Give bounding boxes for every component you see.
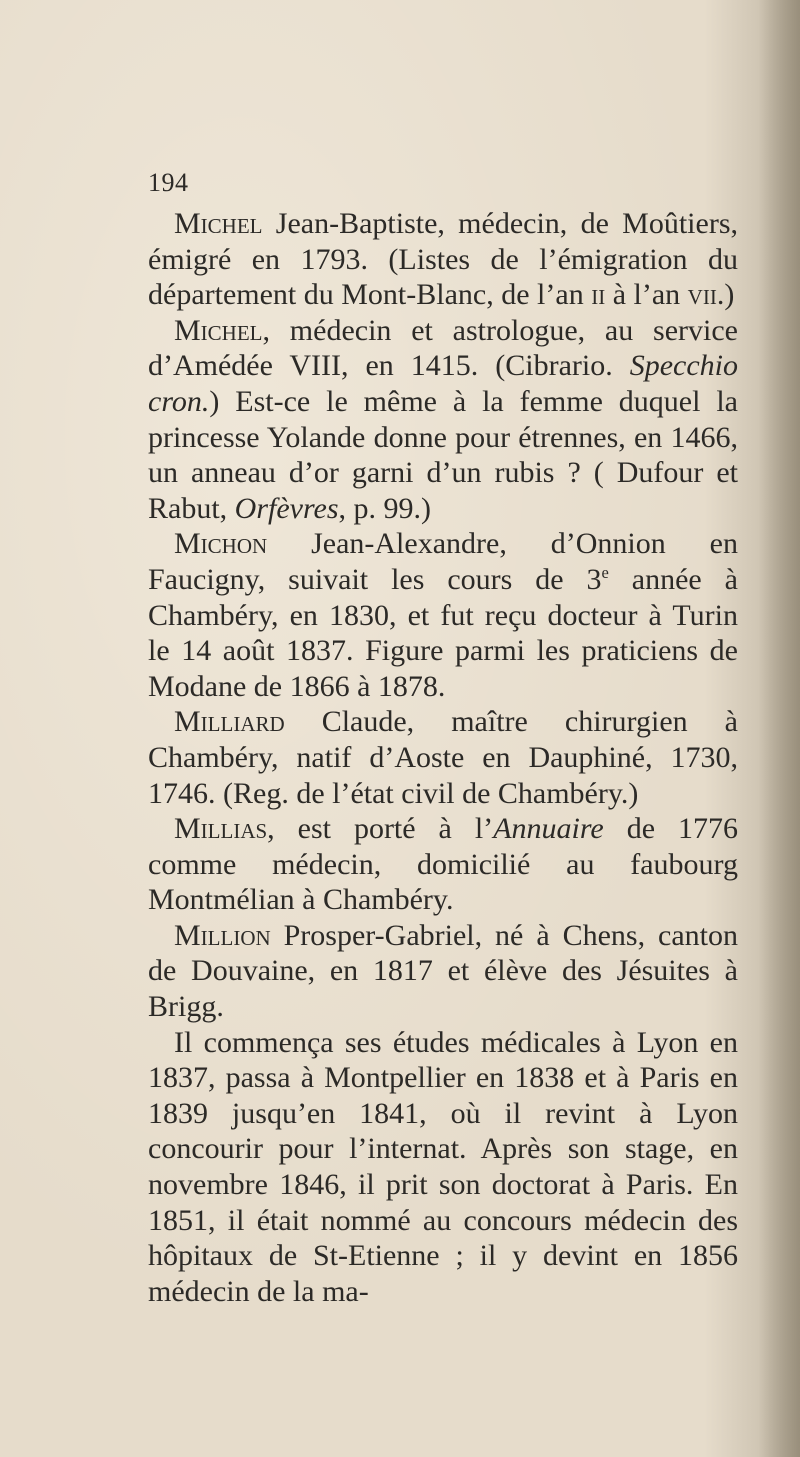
entry-text: à l’an [605,278,688,312]
entry-text: , est porté à l’ [267,812,494,846]
roman-numeral: vii [687,278,717,312]
entry-michel-jean-baptiste [148,206,738,313]
entry-text: Claude, maître chirurgien à Chambéry, natif d’Aoste en Dauphiné, 1730, 1746. (Reg. de l’état civil de Chambéry.) [148,705,738,810]
entry-million-continuation: Il commença ses études médicales à Lyon en 1837, passa à Montpellier en 1838 et à Paris en 1839 jusqu’en 1841, où il revint à Lyon concourir pour l’internat. Après son stage, en novembre 1846, il prit son doctorat à Paris. En 1851, il était nommé au concours médecin des hôpitaux de St-Etienne ; il y devint en 1856 médecin de la ma- [148,1025,738,1308]
entry-michel-astrologue [148,313,738,527]
entry-milliard [148,704,738,811]
entry-text: année à Chambéry, en 1830, et fut reçu docteur à Turin le 14 août 1837. Figure parmi les praticiens de Modane de 1866 à 1878. [148,562,739,703]
entry-text: Jean-Baptiste, médecin, de Moûtiers, émigré en 1793. (Listes de l’émigration du département du Mont-Blanc, de l’an [148,207,738,312]
page-edge-shadow [758,0,800,1457]
italic-citation: Specchio cron. [148,349,738,418]
entry-million [148,918,738,1025]
entry-name: Michel [174,313,263,347]
page-body [148,206,738,1309]
entry-name: Millias [174,812,268,846]
roman-numeral: ii [591,278,606,312]
italic-citation: Annuaire [493,812,604,846]
entry-name: Million [174,918,271,952]
entry-name: Michon [174,527,268,561]
entry-name: Michel [174,207,263,240]
entry-text: de 1776 comme médecin, domicilié au faubourg Montmélian à Chambéry. [148,812,738,917]
entry-millias [148,811,738,918]
superscript: e [601,562,609,582]
page-number: 194 [148,168,189,197]
italic-citation: Orfèvres [234,491,339,525]
entry-name: Milliard [174,705,285,739]
entry-text: , médecin et astrologue, au service d’Amédée VIII, en 1415. (Cibrario. [148,313,738,383]
entry-text: Jean-Alexandre, d’Onnion en Faucigny, suivait les cours de 3 [148,527,738,596]
entry-text: Prosper-Gabriel, né à Chens, canton de Douvaine, en 1817 et élève des Jésuites à Brigg. [148,918,738,1024]
entry-text: , p. 99.) [338,491,432,525]
entry-text: .) [716,278,735,312]
entry-text: ) Est-ce le même à la femme duquel la princesse Yolande donne pour étrennes, en 1466, un anneau d’or garni d’un rubis ? ( Dufour et Rabut, [148,384,738,525]
entry-michon [148,526,738,704]
